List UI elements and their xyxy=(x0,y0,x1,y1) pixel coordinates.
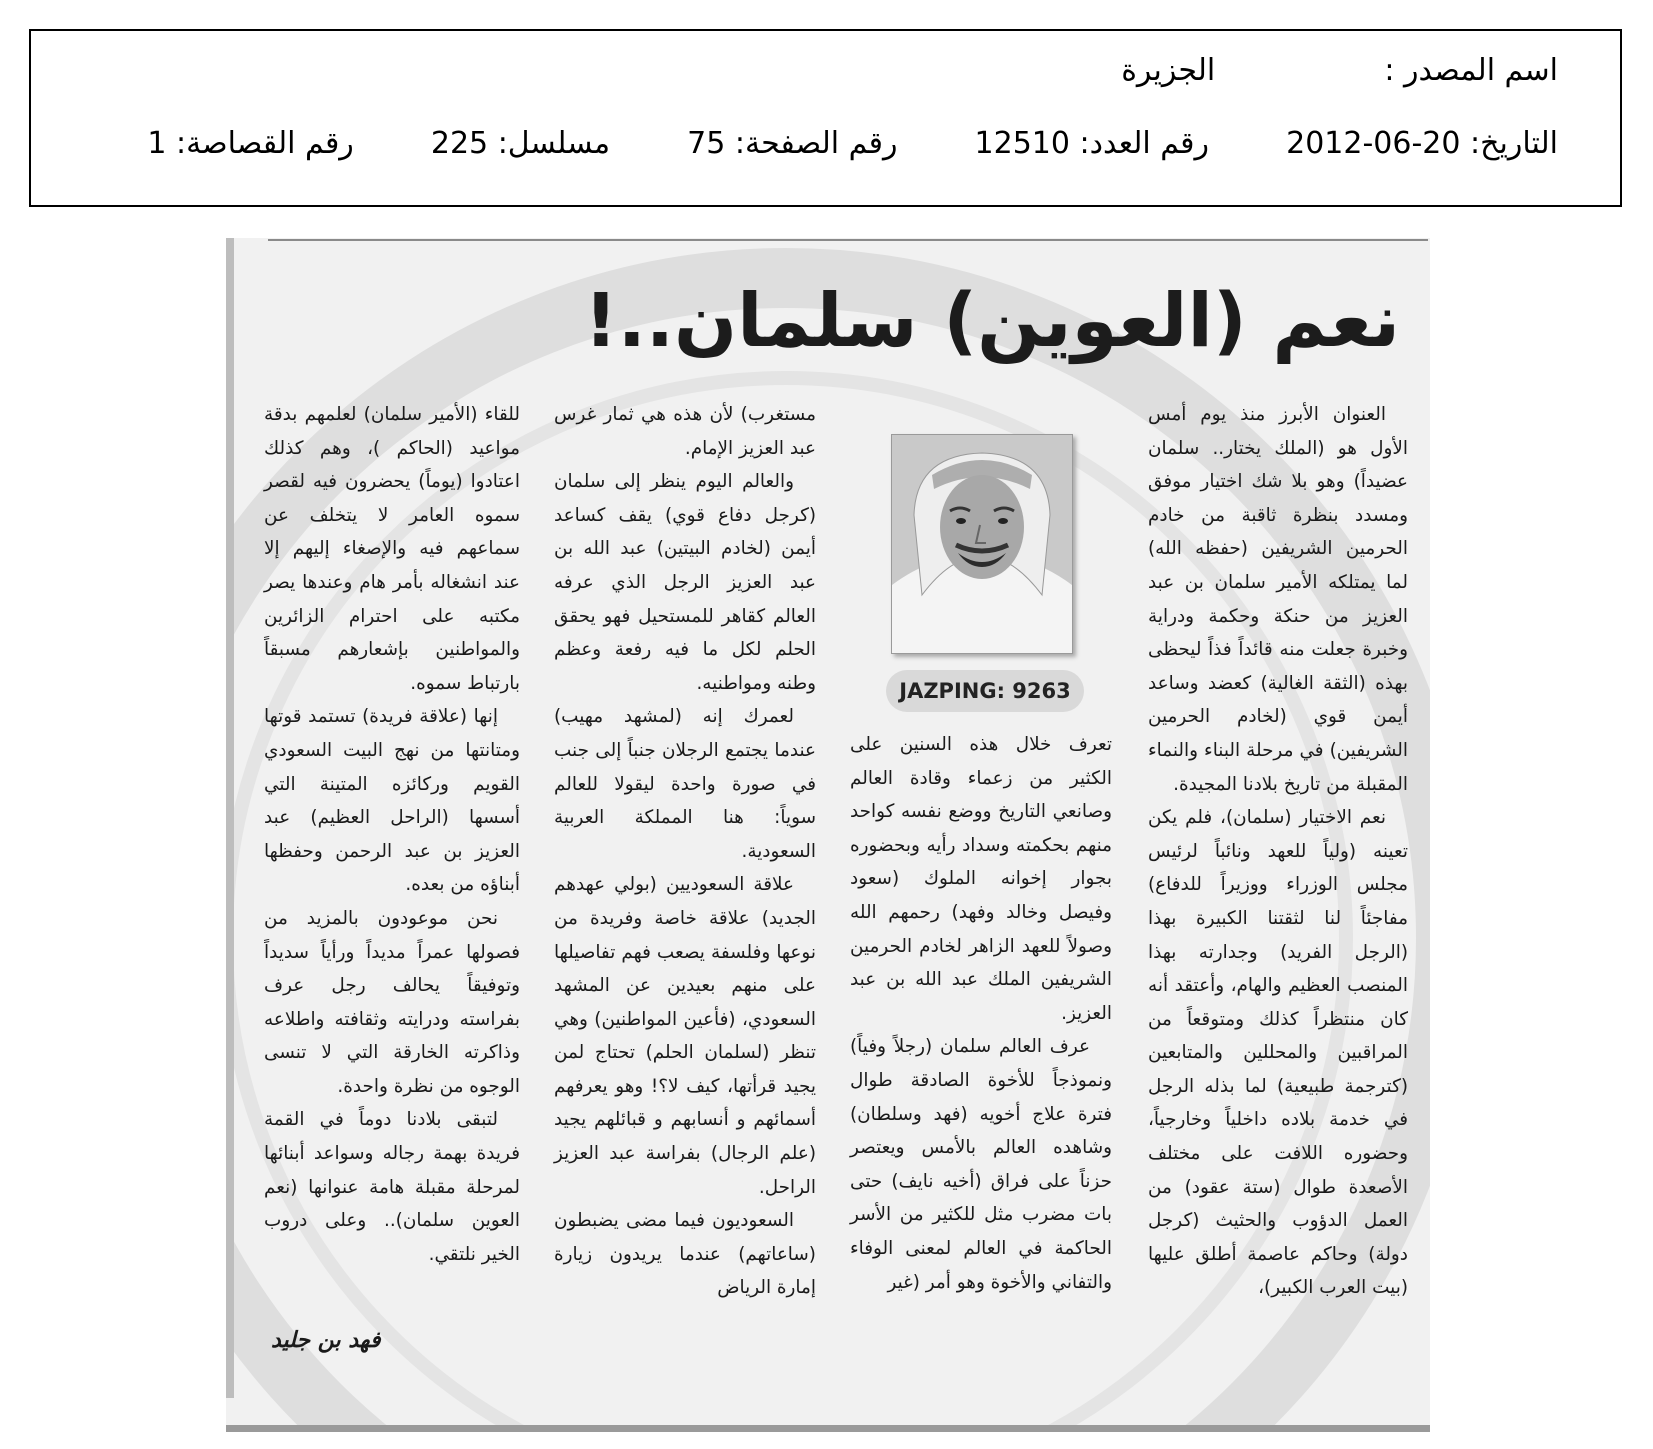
article-paragraph: إنها (علاقة فريدة) تستمد قوتها ومتانتها من نهج البيت السعودي القويم وركائزه المتينة التي أسسها (الراحل العظيم) عبد العزيز بن عبد الرحمن وحفظها أبناؤه من بعده. xyxy=(264,706,520,896)
article-paragraph: العنوان الأبرز منذ يوم أمس الأول هو (الملك يختار.. سلمان عضيداً) وهو بلا شك اختيار موفق ومسدد بنظرة ثاقبة من خادم الحرمين الشريفين (حفظه الله) لما يمتلكه الأمير سلمان بن عبد العزيز من حنكة وحكمة ودراية وخبرة جعلت منه قائداً فذاً ليحظى بهذه (الثقة الغالية) كعضد وساعد أيمن قوي (لخادم الحرمين الشريفين) في مرحلة البناء والنماء المقبلة من تاريخ بلادنا المجيدة. xyxy=(1148,404,1408,795)
article-paragraph: للقاء (الأمير سلمان) لعلمهم بدقة مواعيد (الحاكم )، وهم كذلك اعتادوا (يوماً) يحضرون فيه لقصر سموه العامر لا يتخلف عن سماعهم فيه والإصغاء إليهم إلا عند انشغاله بأمر هام وعندها يصر مكتبه على احترام الزائرين والمواطنين بإشعارهم مسبقاً بارتباط سموه. xyxy=(264,404,520,694)
date-label: التاريخ: xyxy=(1470,126,1558,161)
serial-label: مسلسل: xyxy=(497,126,611,161)
page-value: 75 xyxy=(687,126,726,161)
source-label: اسم المصدر : xyxy=(1384,53,1558,88)
article-paragraph: نعم الاختيار (سلمان)، فلم يكن تعينه (ولياً للعهد ونائباً لرئيس مجلس الوزراء ووزيراً للدفاع) مفاجئاً لنا لثقتنا الكبيرة بهذا (الرجل الفريد) وجدارته بهذا المنصب العظيم والهام، وأعتقد أنه كان منتظراً كذلك ومتوقعاً من المراقبين والمحللين والمتابعين (كترجمة طبيعية) لما بذله الرجل في خدمة بلاده داخلياً وخارجياً، وحضوره اللافت على مختلف الأصعدة طوال (ستة عقود) من العمل الدؤوب والحثيث (كرجل دولة) وحاكم عاصمة أطلق عليها (بيت العرب الكبير)، xyxy=(1148,807,1408,1299)
article-column-1 xyxy=(1148,398,1408,1305)
article-paragraph: السعوديون فيما مضى يضبطون (ساعاتهم) عندما يريدون زيارة إمارة الرياض xyxy=(554,1210,816,1299)
article-column-2 xyxy=(850,728,1112,1299)
clipping-left-edge xyxy=(226,238,234,1398)
meta-line xyxy=(147,126,1558,161)
article-paragraph: والعالم اليوم ينظر إلى سلمان (كرجل دفاع قوي) يقف كساعد أيمن (لخادم البيتين) عبد الله بن عبد العزيز الرجل الذي عرفه العالم كقاهر للمستحيل فهو يحقق الحلم لكل ما فيه رفعة وعظم وطنه ومواطنيه. xyxy=(554,471,816,694)
page-label: رقم الصفحة: xyxy=(734,126,898,161)
article-paragraph: لتبقى بلادنا دوماً في القمة فريدة بهمة رجاله وسواعد أبنائها لمرحلة مقبلة هامة عنوانها (نعم العوين سلمان).. وعلى دروب الخير نلتقي. xyxy=(264,1109,520,1265)
clip-label: رقم القصاصة: xyxy=(175,126,354,161)
article-column-4 xyxy=(264,398,520,1271)
serial-value: 225 xyxy=(430,126,489,161)
date-value: 2012-06-20 xyxy=(1286,126,1461,161)
jazping-badge: JAZPING: 9263 xyxy=(886,670,1084,712)
article-headline: نعم (العوين) سلمان..! xyxy=(584,278,1400,364)
issue-label: رقم العدد: xyxy=(1079,126,1210,161)
newspaper-clipping xyxy=(226,238,1430,1432)
article-paragraph: نحن موعودون بالمزيد من فصولها عمراً مديداً ورأياً سديداً وتوفيقاً يحالف رجل عرف بفراسته ودرايته وثقافته واطلاعه وذاكرته الخارقة التي لا تنسى الوجوه من نظرة واحدة. xyxy=(264,907,520,1097)
clip-value: 1 xyxy=(147,126,167,161)
article-paragraph: لعمرك إنه (لمشهد مهيب) عندما يجتمع الرجلان جنباً إلى جنب في صورة واحدة ليقولا للعالم سوياً: هنا المملكة العربية السعودية. xyxy=(554,706,816,862)
source-value: الجزيرة xyxy=(1121,53,1216,88)
article-paragraph: مستغرب) لأن هذه هي ثمار غرس عبد العزيز الإمام. xyxy=(554,404,816,459)
clipping-bottom-edge xyxy=(226,1425,1430,1432)
author-signature: فهد بن جليد xyxy=(271,1328,381,1353)
author-portrait-icon xyxy=(892,435,1072,653)
article-paragraph: تعرف خلال هذه السنين على الكثير من زعماء وقادة العالم وصانعي التاريخ ووضع نفسه كواحد منهم بحكمته وسداد رأيه وبحضوره بجوار إخوانه الملوك (سعود وفيصل وخالد وفهد) رحمهم الله وصولاً للعهد الزاهر لخادم الحرمين الشريفين الملك عبد الله بن عبد العزيز. xyxy=(850,734,1112,1024)
clipping-header-box xyxy=(29,29,1622,207)
author-photo xyxy=(891,434,1073,654)
article-paragraph: علاقة السعوديين (بولي عهدهم الجديد) علاقة خاصة وفريدة من نوعها وفلسفة يصعب فهم تفاصيلها على منهم بعيدين عن المشهد السعودي، (فأعين المواطنين) وهي تنظر (لسلمان الحلم) تحتاج لمن يجيد قرأتها، كيف لا؟! وهو يعرفهم أسمائهم و أنسابهم و قبائلهم يجيد (علم الرجال) بفراسة عبد العزيز الراحل. xyxy=(554,874,816,1198)
article-column-3 xyxy=(554,398,816,1305)
article-paragraph: عرف العالم سلمان (رجلاً وفياً) ونموذجاً للأخوة الصادقة طوال فترة علاج أخويه (فهد وسلطان) وشاهده العالم بالأمس ويعتصر حزناً على فراق (أخيه نايف) حتى بات مضرب مثل للكثير من الأسر الحاكمة في العالم لمعنى الوفاء والتفاني والأخوة وهو أمر (غير xyxy=(850,1036,1112,1293)
issue-value: 12510 xyxy=(974,126,1070,161)
source-line xyxy=(1121,53,1558,88)
clipping-top-rule xyxy=(268,239,1428,241)
